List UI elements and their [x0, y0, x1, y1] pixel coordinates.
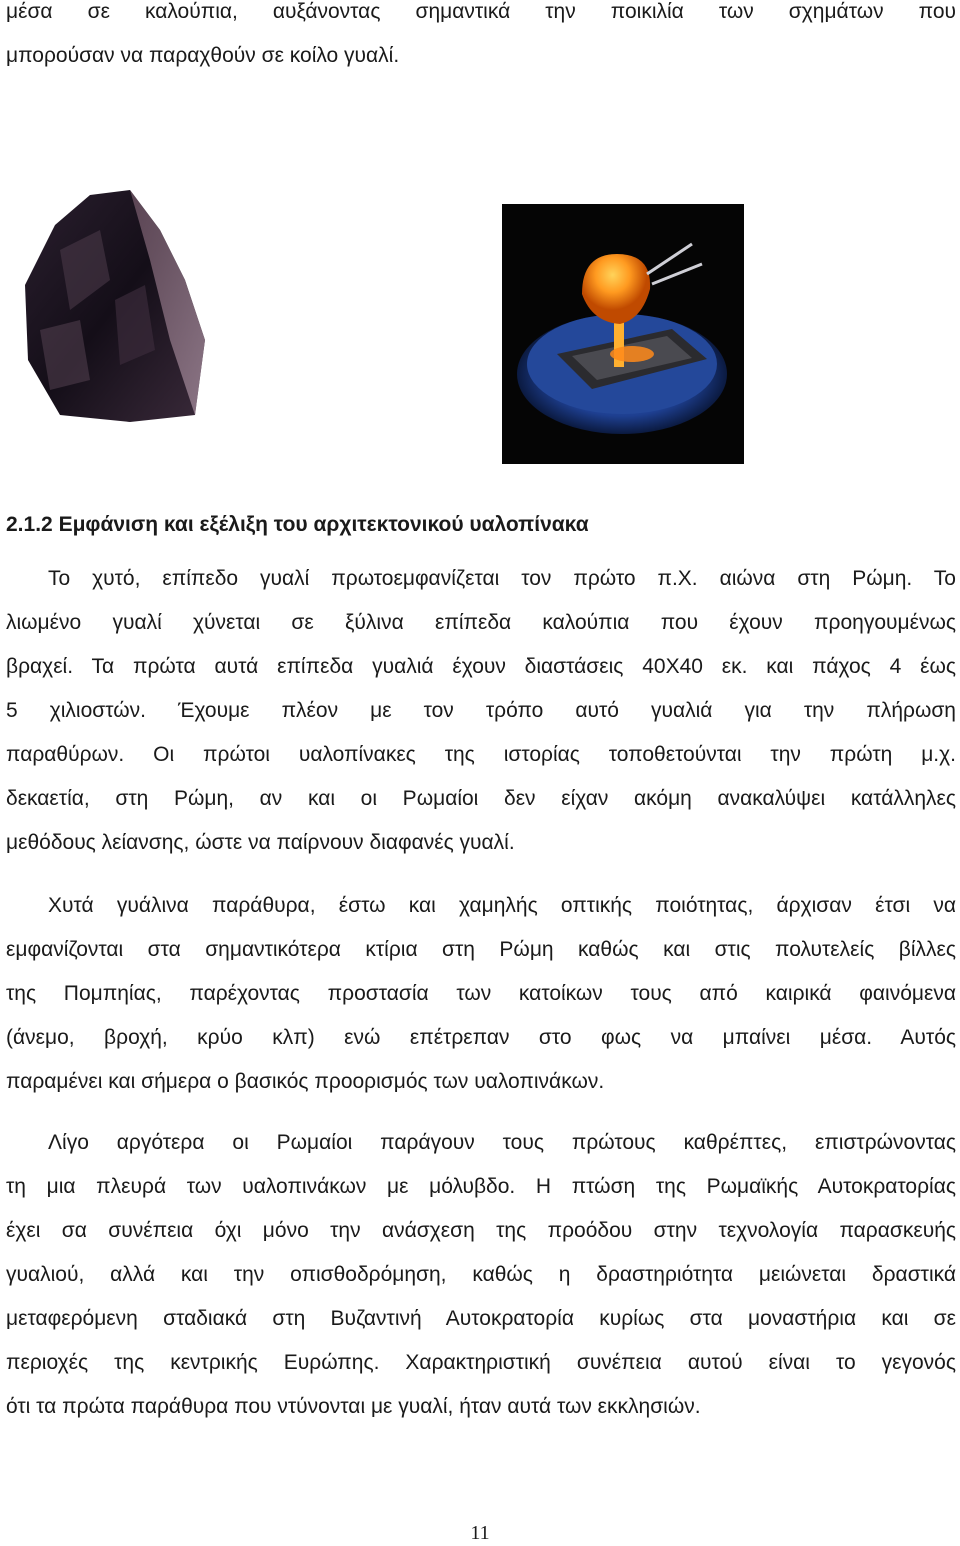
obsidian-rock-image [20, 190, 210, 425]
intro-line-2: μπορούσαν να παραχθούν σε κοίλο γυαλί. [6, 44, 400, 67]
paragraph3-line-7: ότι τα πρώτα παράθυρα που ντύνονται με γυαλί, ήταν αυτά των εκκλησιών. [6, 1395, 701, 1418]
paragraph3-line-6: περιοχές της κεντρικής Ευρώπης. Χαρακτηριστική συνέπεια αυτού είναι το γεγονός [6, 1351, 956, 1374]
paragraph2-line-4: (άνεμο, βροχή, κρύο κλπ) ενώ επέτρεπαν στο φως να μπαίνει μέσα. Αυτός [6, 1026, 956, 1049]
paragraph3-line-3: έχει σα συνέπεια όχι μόνο την ανάσχεση της προόδου στην τεχνολογία παρασκευής [6, 1219, 956, 1242]
intro-line-1: μέσα σε καλούπια, αυξάνοντας σημαντικά την ποικιλία των σχημάτων που [6, 0, 956, 23]
paragraph1-line-7: μεθόδους λείανσης, ώστε να παίρνουν διαφανές γυαλί. [6, 831, 515, 854]
section-heading [6, 513, 589, 537]
paragraph3-line-5: μεταφερόμενη σταδιακά στη Βυζαντινή Αυτοκρατορία κυρίως στα μοναστήρια και σε [6, 1307, 956, 1330]
section-title: Εμφάνιση και εξέλιξη του αρχιτεκτονικού υαλοπίνακα [58, 513, 589, 536]
paragraph1-line-6: δεκαετία, στη Ρώμη, αν και οι Ρωμαίοι δεν είχαν ακόμη ανακαλύψει κατάλληλες [6, 787, 956, 810]
paragraph1-line-3: βραχεί. Τα πρώτα αυτά επίπεδα γυαλιά έχουν διαστάσεις 40Χ40 εκ. και πάχος 4 έως [6, 655, 956, 678]
paragraph2-line-3: της Πομπηίας, παρέχοντας προστασία των κατοίκων τους από καιρικά φαινόμενα [6, 982, 956, 1005]
paragraph1-line-1: Το χυτό, επίπεδο γυαλί πρωτοεμφανίζεται τον πρώτο π.Χ. αιώνα στη Ρώμη. Το [48, 567, 956, 590]
page-number: 11 [470, 1522, 490, 1544]
paragraph1-line-5: παραθύρων. Οι πρώτοι υαλοπίνακες της ιστορίας τοποθετούνται την πρώτη μ.χ. [6, 743, 956, 766]
paragraph2-line-5: παραμένει και σήμερα ο βασικός προορισμός των υαλοπινάκων. [6, 1070, 605, 1093]
paragraph3-line-2: τη μια πλευρά των υαλοπινάκων με μόλυβδο. Η πτώση της Ρωμαϊκής Αυτοκρατορίας [6, 1175, 956, 1198]
paragraph2-line-1: Χυτά γυάλινα παράθυρα, έστω και χαμηλής οπτικής ποιότητας, άρχισαν έτσι να [48, 894, 956, 917]
section-number: 2.1.2 [6, 513, 53, 536]
paragraph3-line-1: Λίγο αργότερα οι Ρωμαίοι παράγουν τους πρώτους καθρέπτες, επιστρώνοντας [48, 1131, 956, 1154]
paragraph1-line-2: λιωμένο γυαλί χύνεται σε ξύλινα επίπεδα καλούπια που έχουν προηγουμένως [6, 611, 956, 634]
molten-glass-pouring-image [502, 204, 744, 464]
paragraph2-line-2: εμφανίζονται στα σημαντικότερα κτίρια στη Ρώμη καθώς και στις πολυτελείς βίλλες [6, 938, 956, 961]
paragraph1-line-4: 5 χιλιοστών. Έχουμε πλέον με τον τρόπο αυτό γυαλιά για την πλήρωση [6, 699, 956, 722]
paragraph3-line-4: γυαλιού, αλλά και την οπισθοδρόμηση, καθώς η δραστηριότητα μειώνεται δραστικά [6, 1263, 956, 1286]
